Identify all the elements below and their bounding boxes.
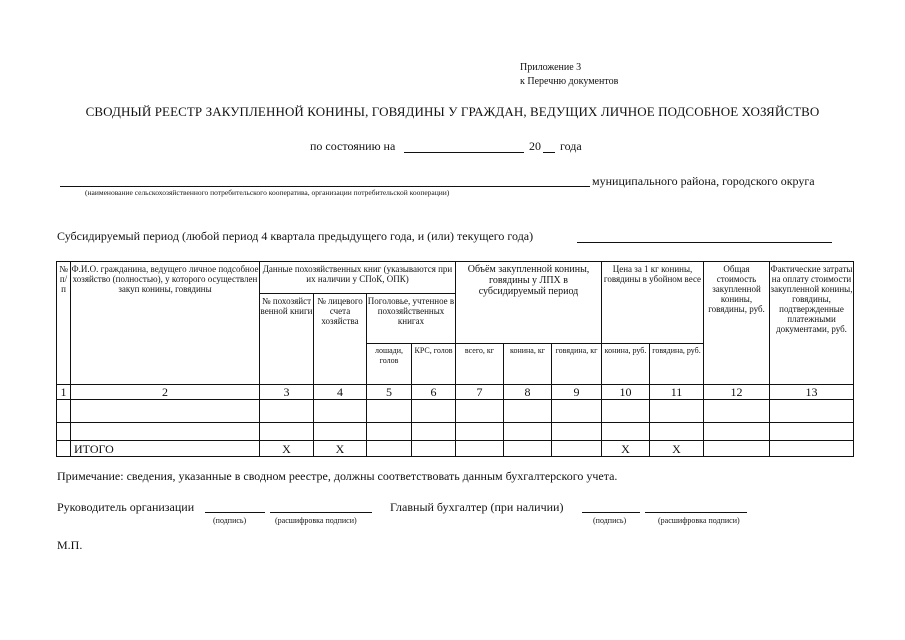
header-books: Данные похозяйственных книг (указываются при их наличии у СПоК, ОПК) [260, 262, 456, 294]
municipal-suffix: муниципального района, городского округа [592, 174, 815, 188]
organization-name-field[interactable] [60, 186, 590, 187]
table-cell[interactable] [552, 423, 602, 441]
header-total-kg: всего, кг [456, 344, 504, 385]
total-actual-cell[interactable] [770, 441, 854, 457]
total-beef-kg-cell[interactable] [552, 441, 602, 457]
header-beef-kg: говядина, кг [552, 344, 602, 385]
accountant-decoding-caption: (расшифровка подписи) [658, 516, 740, 525]
header-horses: лошади, голов [367, 344, 412, 385]
total-label: ИТОГО [71, 441, 260, 457]
total-cattle-cell[interactable] [412, 441, 456, 457]
table-cell[interactable] [57, 400, 71, 423]
head-signature-field[interactable] [205, 512, 265, 513]
as-of-label: по состоянию на [310, 139, 396, 153]
header-horsemeat-kg: конина, кг [504, 344, 552, 385]
head-decoding-field[interactable] [270, 512, 372, 513]
table-cell[interactable] [704, 423, 770, 441]
column-number: 9 [552, 385, 602, 400]
table-cell[interactable] [412, 400, 456, 423]
column-number: 10 [602, 385, 650, 400]
table-cell[interactable] [456, 423, 504, 441]
column-number: 2 [71, 385, 260, 400]
table-cell[interactable] [770, 423, 854, 441]
header-account-num: № лицевого счета хозяйства [314, 294, 367, 385]
accountant-decoding-field[interactable] [645, 512, 747, 513]
header-heads: Поголовье, учтенное в похозяйственных книгах [367, 294, 456, 344]
total-mark-horsemeat-price: X [602, 441, 650, 457]
table-cell[interactable] [260, 423, 314, 441]
column-number: 6 [412, 385, 456, 400]
table-cell[interactable] [71, 423, 260, 441]
column-number: 4 [314, 385, 367, 400]
header-num: № п/ п [57, 262, 71, 385]
column-number: 1 [57, 385, 71, 400]
appendix-line-2: к Перечню документов [520, 76, 619, 87]
table-cell[interactable] [412, 423, 456, 441]
column-number: 8 [504, 385, 552, 400]
table-row [57, 423, 854, 441]
header-volume: Объём закупленной конины, говядины у ЛПХ в субсидируемый период [456, 262, 602, 344]
seal-mark: М.П. [57, 538, 83, 552]
header-book-num: № похозяйст венной книги [260, 294, 314, 385]
column-number: 7 [456, 385, 504, 400]
table-cell[interactable] [260, 400, 314, 423]
table-cell[interactable] [71, 400, 260, 423]
head-decoding-caption: (расшифровка подписи) [275, 516, 357, 525]
as-of-year-field[interactable] [543, 152, 555, 153]
organization-name-caption: (наименование сельскохозяйственного потребительского кооператива, организации потребительской кооперации) [85, 188, 450, 197]
register-table [56, 261, 854, 457]
table-cell[interactable] [456, 400, 504, 423]
accountant-signature-field[interactable] [582, 512, 640, 513]
header-horsemeat-rub: конина, руб. [602, 344, 650, 385]
table-cell[interactable] [57, 423, 71, 441]
table-cell[interactable] [504, 423, 552, 441]
accountant-signature-caption: (подпись) [593, 516, 627, 525]
head-signature-label: Руководитель организации [57, 500, 195, 514]
header-cattle: КРС, голов [412, 344, 456, 385]
header-actual: Фактические затраты на оплату стоимости закупленной конины, говядины, подтвержденные платежными документами, руб. [770, 262, 854, 385]
header-price: Цена за 1 кг конины, говядины в убойном весе [602, 262, 704, 344]
column-number: 5 [367, 385, 412, 400]
header-cost: Общая стоимость закупленной конины, говядины, руб. [704, 262, 770, 385]
table-cell[interactable] [770, 400, 854, 423]
accountant-signature-label: Главный бухгалтер (при наличии) [390, 500, 564, 514]
as-of-year-suffix: года [560, 139, 582, 153]
header-fio: Ф.И.О. гражданина, ведущего личное подсобное хозяйство (полностью), у которого осуществлен закуп конины, говядины [71, 262, 260, 385]
total-mark-account: X [314, 441, 367, 457]
note-text: Примечание: сведения, указанные в сводном реестре, должны соответствовать данным бухгалтерского учета. [57, 469, 618, 483]
total-mark-book: X [260, 441, 314, 457]
head-signature-caption: (подпись) [213, 516, 247, 525]
column-number: 12 [704, 385, 770, 400]
table-cell[interactable] [367, 400, 412, 423]
period-label: Субсидируемый период (любой период 4 квартала предыдущего года, и (или) текущего года) [57, 229, 534, 243]
period-field[interactable] [577, 242, 832, 243]
table-cell[interactable] [602, 400, 650, 423]
table-row [57, 400, 854, 423]
table-cell[interactable] [504, 400, 552, 423]
table-cell[interactable] [650, 423, 704, 441]
table-cell[interactable] [704, 400, 770, 423]
table-cell[interactable] [367, 423, 412, 441]
total-cost-cell[interactable] [704, 441, 770, 457]
as-of-date-field[interactable] [404, 152, 524, 153]
total-row [57, 441, 854, 457]
column-number: 3 [260, 385, 314, 400]
column-number: 13 [770, 385, 854, 400]
column-numbers-row [57, 385, 854, 400]
table-cell[interactable] [602, 423, 650, 441]
table-cell[interactable] [552, 400, 602, 423]
column-number: 11 [650, 385, 704, 400]
total-mark-beef-price: X [650, 441, 704, 457]
table-cell[interactable] [314, 423, 367, 441]
table-cell[interactable] [650, 400, 704, 423]
total-horses-cell[interactable] [367, 441, 412, 457]
header-beef-rub: говядина, руб. [650, 344, 704, 385]
total-horsemeat-kg-cell[interactable] [504, 441, 552, 457]
total-num-cell [57, 441, 71, 457]
total-kg-cell[interactable] [456, 441, 504, 457]
appendix-line-1: Приложение 3 [520, 62, 582, 73]
table-cell[interactable] [314, 400, 367, 423]
as-of-year-prefix: 20 [529, 139, 541, 153]
document-title: СВОДНЫЙ РЕЕСТР ЗАКУПЛЕННОЙ КОНИНЫ, ГОВЯДИНЫ У ГРАЖДАН, ВЕДУЩИХ ЛИЧНОЕ ПОДСОБНОЕ ХОЗЯЙСТВО [85, 104, 820, 119]
